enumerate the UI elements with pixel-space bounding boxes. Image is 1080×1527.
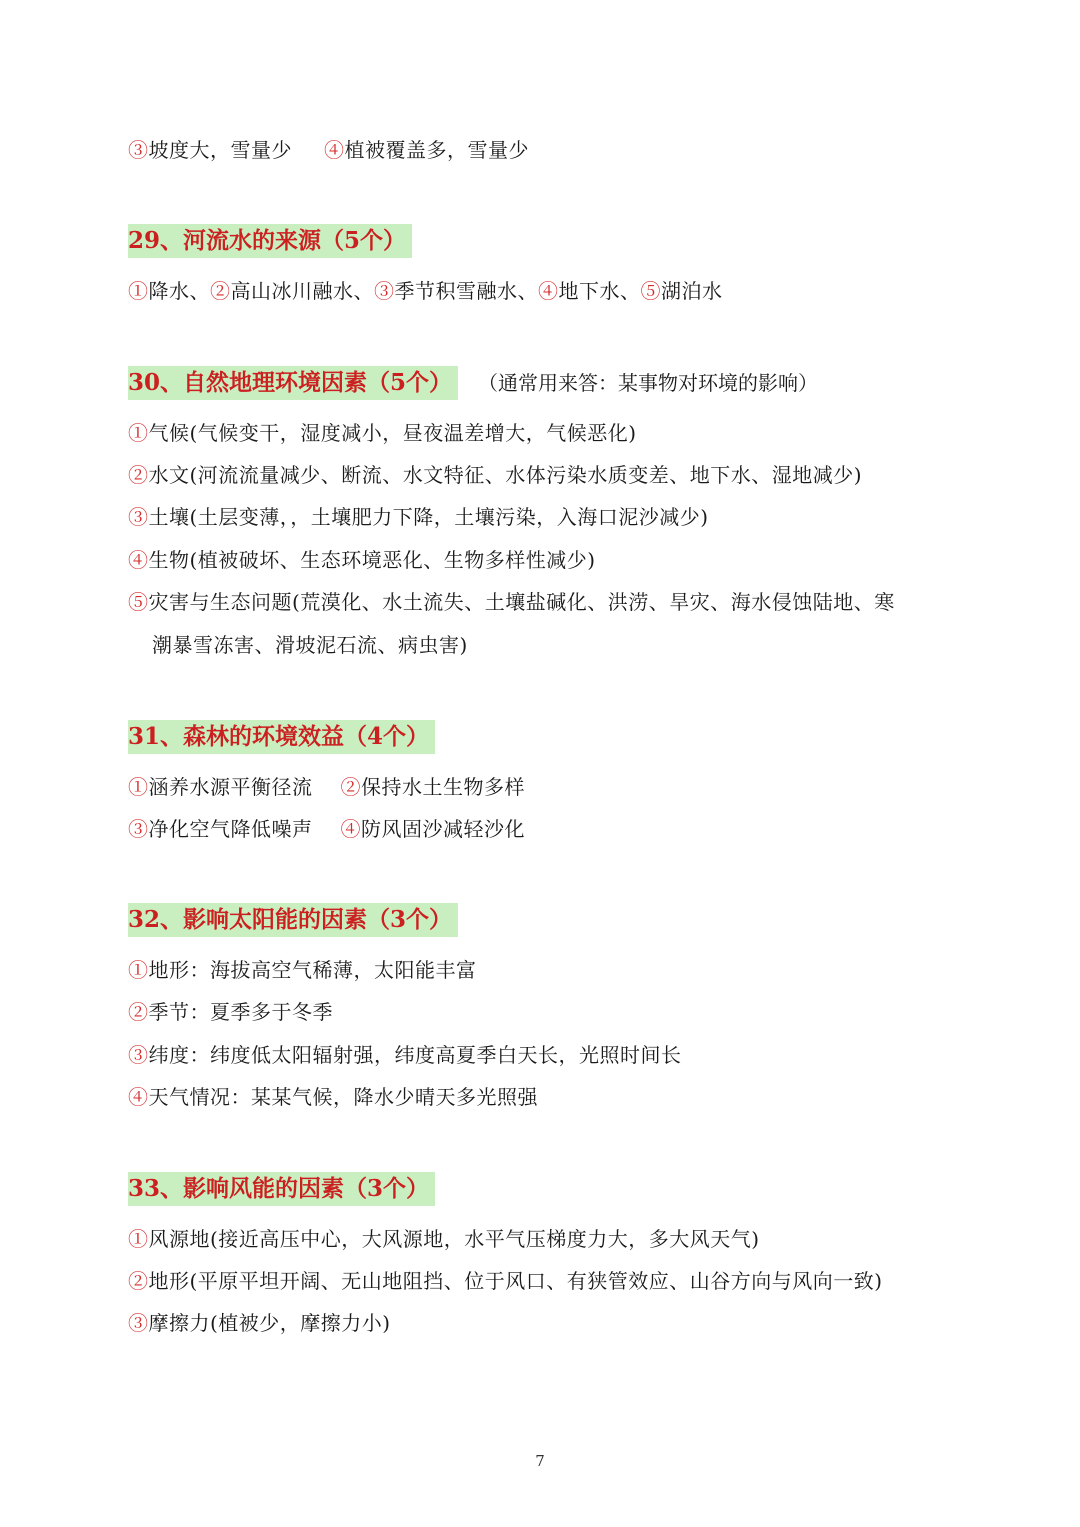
item-text: 季节积雪融水、 bbox=[394, 279, 538, 303]
item-text: 高山冰川融水、 bbox=[230, 279, 374, 303]
page-number: 7 bbox=[535, 1452, 545, 1470]
list-item bbox=[128, 1309, 391, 1337]
item-number: ② bbox=[128, 1269, 149, 1293]
list-item bbox=[128, 546, 596, 574]
item-text: 坡度大，雪量少 bbox=[148, 138, 292, 162]
section-heading-29: 29、河流水的来源（5个） bbox=[128, 224, 412, 258]
item-text: 地下水、 bbox=[558, 279, 641, 303]
item-number: ③ bbox=[128, 138, 149, 162]
item-text: 纬度：纬度低太阳辐射强，纬度高夏季白天长，光照时间长 bbox=[148, 1043, 682, 1067]
item-number: ⑤ bbox=[128, 590, 149, 614]
item-text: 防风固沙减轻沙化 bbox=[361, 817, 525, 841]
section-30-note: （通常用来答：某事物对环境的影响） bbox=[478, 371, 818, 395]
item-number: ⑤ bbox=[640, 279, 661, 303]
item-text: 涵养水源平衡径流 bbox=[148, 775, 313, 799]
item-text: 风源地(接近高压中心，大风源地，水平气压梯度力大，多大风天气) bbox=[148, 1227, 760, 1251]
item-number: ③ bbox=[128, 1043, 149, 1067]
item-number: ② bbox=[128, 463, 149, 487]
section-heading-32: 32、影响太阳能的因素（3个） bbox=[128, 903, 458, 937]
item-number: ④ bbox=[128, 1085, 149, 1109]
section-29-items bbox=[128, 277, 723, 305]
item-number: ② bbox=[340, 775, 361, 799]
item-text: 土壤(土层变薄，，土壤肥力下降，土壤污染，入海口泥沙减少) bbox=[148, 505, 709, 529]
item-number: ③ bbox=[128, 1311, 149, 1335]
item-number: ③ bbox=[128, 505, 149, 529]
list-item bbox=[128, 1225, 760, 1253]
list-item bbox=[128, 998, 333, 1026]
section-heading-30: 30、自然地理环境因素（5个） bbox=[128, 366, 458, 400]
item-number: ① bbox=[128, 1227, 149, 1251]
item-number: ① bbox=[128, 421, 149, 445]
item-text: 保持水土生物多样 bbox=[361, 775, 525, 799]
list-row bbox=[128, 815, 525, 843]
item-number: ④ bbox=[538, 279, 559, 303]
item-text: 生物(植被破坏、生态环境恶化、生物多样性减少) bbox=[148, 548, 596, 572]
section-heading-31: 31、森林的环境效益（4个） bbox=[128, 720, 435, 754]
item-text: 摩擦力(植被少，摩擦力小) bbox=[148, 1311, 391, 1335]
item-text: 地形：海拔高空气稀薄，太阳能丰富 bbox=[148, 958, 477, 982]
item-number: ④ bbox=[340, 817, 361, 841]
list-item bbox=[128, 1267, 883, 1295]
list-item bbox=[128, 588, 895, 616]
list-item-continuation bbox=[152, 631, 468, 659]
list-item bbox=[128, 461, 862, 489]
item-number: ① bbox=[128, 775, 149, 799]
list-item bbox=[128, 956, 477, 984]
item-text: 植被覆盖多，雪量少 bbox=[344, 138, 529, 162]
item-number: ① bbox=[128, 279, 149, 303]
item-text: 潮暴雪冻害、滑坡泥石流、病虫害) bbox=[152, 633, 468, 657]
list-item bbox=[128, 1041, 682, 1069]
item-number: ② bbox=[128, 1000, 149, 1024]
item-text: 湖泊水 bbox=[661, 279, 723, 303]
item-text: 净化空气降低噪声 bbox=[148, 817, 313, 841]
item-text: 灾害与生态问题(荒漠化、水土流失、土壤盐碱化、洪涝、旱灾、海水侵蚀陆地、寒 bbox=[148, 590, 895, 614]
item-text: 气候(气候变干，湿度减小，昼夜温差增大，气候恶化) bbox=[148, 421, 637, 445]
top-line bbox=[128, 136, 529, 164]
item-text: 水文(河流流量减少、断流、水文特征、水体污染水质变差、地下水、湿地减少) bbox=[148, 463, 863, 487]
item-text: 地形(平原平坦开阔、无山地阻挡、位于风口、有狭管效应、山谷方向与风向一致) bbox=[148, 1269, 883, 1293]
item-number: ④ bbox=[324, 138, 345, 162]
item-number: ③ bbox=[374, 279, 395, 303]
list-row bbox=[128, 773, 525, 801]
item-text: 降水、 bbox=[148, 279, 210, 303]
list-item bbox=[128, 419, 637, 447]
list-item bbox=[128, 1083, 538, 1111]
section-heading-33: 33、影响风能的因素（3个） bbox=[128, 1172, 435, 1206]
list-item bbox=[128, 503, 709, 531]
item-number: ④ bbox=[128, 548, 149, 572]
item-number: ③ bbox=[128, 817, 149, 841]
item-number: ② bbox=[210, 279, 231, 303]
item-text: 天气情况：某某气候，降水少晴天多光照强 bbox=[148, 1085, 538, 1109]
item-text: 季节：夏季多于冬季 bbox=[148, 1000, 333, 1024]
item-number: ① bbox=[128, 958, 149, 982]
